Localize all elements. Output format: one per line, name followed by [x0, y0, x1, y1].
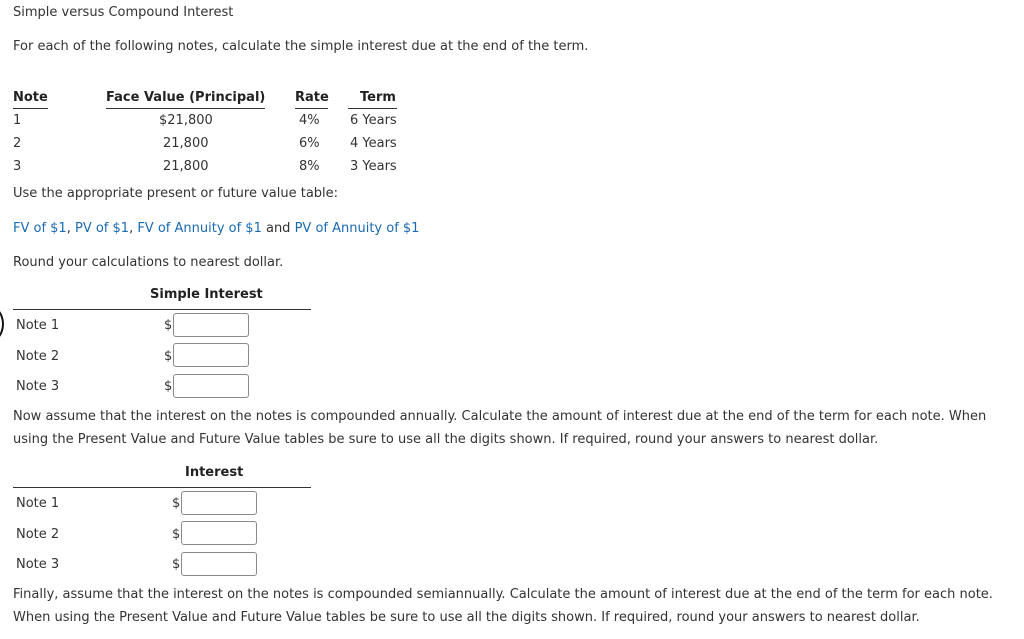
row-term: 6 Years: [350, 113, 397, 128]
simple-row-label: Note 2: [16, 349, 60, 364]
link-separator: ,: [66, 221, 75, 236]
header-note: Note: [13, 90, 48, 105]
pv-annuity-link[interactable]: PV of Annuity of $1: [294, 221, 420, 236]
currency-sign: $: [172, 557, 181, 572]
row-note: 2: [13, 136, 22, 151]
currency-sign: $: [172, 527, 181, 542]
header-rate: Rate: [295, 90, 329, 105]
header-term: Term: [360, 90, 396, 105]
interest-row-label: Note 3: [16, 557, 60, 572]
simple-row-label: Note 1: [16, 318, 60, 333]
simple-interest-note-1-input[interactable]: [173, 313, 249, 337]
row-face-value: 21,800: [163, 159, 209, 174]
simple-header-rule: [13, 309, 311, 310]
link-separator: ,: [129, 221, 138, 236]
row-rate: 8%: [299, 159, 320, 174]
interest-header-rule: [13, 487, 311, 488]
row-term: 4 Years: [350, 136, 397, 151]
simple-interest-header: Simple Interest: [150, 287, 263, 302]
table-instruction: Use the appropriate present or future value table:: [13, 186, 339, 201]
currency-sign: $: [164, 379, 173, 394]
compound-interest-note-1-input[interactable]: [181, 491, 257, 515]
currency-sign: $: [164, 318, 173, 333]
row-face-value: $21,800: [159, 113, 213, 128]
simple-interest-note-2-input[interactable]: [173, 343, 249, 367]
page-title: Simple versus Compound Interest: [13, 5, 234, 20]
row-rate: 4%: [299, 113, 320, 128]
row-rate: 6%: [299, 136, 320, 151]
fv-annuity-link[interactable]: FV of Annuity of $1: [137, 221, 262, 236]
simple-interest-note-3-input[interactable]: [173, 374, 249, 398]
intro-text: For each of the following notes, calculate the simple interest due at the end of the term.: [13, 39, 589, 54]
currency-sign: $: [172, 496, 181, 511]
header-note-underline: [13, 108, 48, 109]
simple-row-label: Note 3: [16, 379, 60, 394]
pv-of-1-link[interactable]: PV of $1: [74, 221, 130, 236]
interest-row-label: Note 2: [16, 527, 60, 542]
row-note: 3: [13, 159, 22, 174]
row-term: 3 Years: [350, 159, 397, 174]
compound-interest-note-2-input[interactable]: [181, 521, 257, 545]
interest-header: Interest: [185, 465, 244, 480]
table-links: [13, 221, 419, 236]
interest-row-label: Note 1: [16, 496, 60, 511]
row-note: 1: [13, 113, 22, 128]
round-note: Round your calculations to nearest dollar.: [13, 255, 284, 270]
link-and: and: [261, 221, 295, 236]
header-face-underline: [106, 108, 265, 109]
compound-annual-instructions: Now assume that the interest on the notes is compounded annually. Calculate the amount of interest due at the end of the term for each note. When using the Present Value and Future Value tables be sure to use all the digits shown. If required, round your answers to nearest dollar.: [13, 409, 987, 447]
currency-sign: $: [164, 349, 173, 364]
compound-interest-note-3-input[interactable]: [181, 552, 257, 576]
header-face-value: Face Value (Principal): [106, 90, 266, 105]
cursor-ring-fragment: [0, 304, 4, 344]
row-face-value: 21,800: [163, 136, 209, 151]
header-term-underline: [348, 108, 397, 109]
compound-semiannual-instructions: Finally, assume that the interest on the notes is compounded semiannually. Calculate the amount of interest due at the end of the term for each note. When using the Present Value and Future Value tables be sure to use all the digits shown. If required, round your answers to nearest dollar.: [13, 587, 993, 625]
fv-of-1-link[interactable]: FV of $1: [13, 221, 67, 236]
header-rate-underline: [295, 108, 328, 109]
